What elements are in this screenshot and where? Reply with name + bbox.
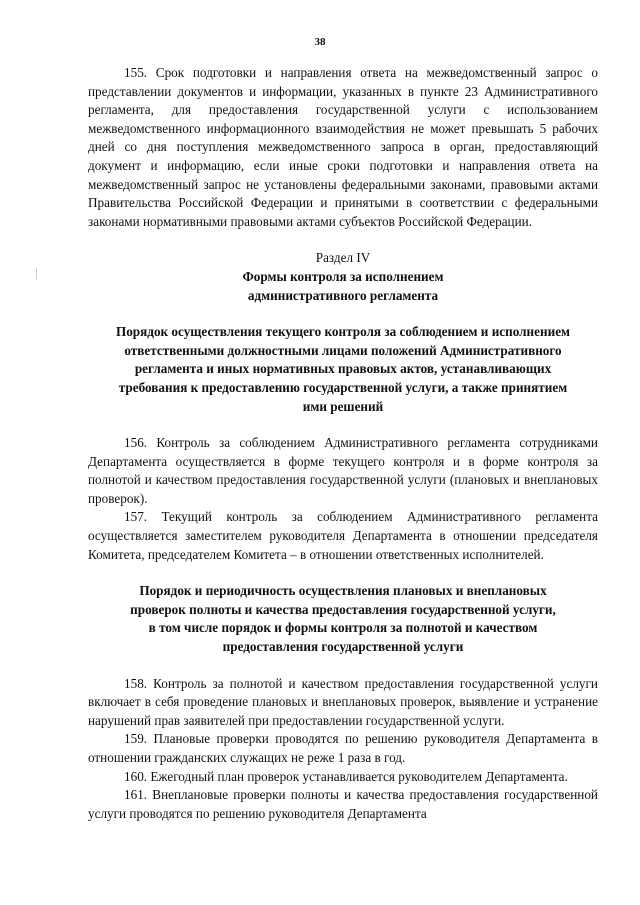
paragraph-159: 159. Плановые проверки проводятся по решению руководителя Департамента в отношении гражданских служащих не реже 1 раза в год. (88, 731, 598, 765)
page-number: 38 (314, 36, 326, 48)
section-label: Раздел IV (315, 250, 371, 266)
subsection-heading-current-control: Порядок осуществления текущего контроля за соблюдением и исполнением ответственными должностными лицами положений Административного регламента и иных нормативных правовых актов, устанавливающих требования к предоставлению государственной услуги, а также принятием ими решений (115, 324, 571, 414)
page-content (88, 64, 598, 823)
paragraph-155: 155. Срок подготовки и направления ответа на межведомственный запрос о представлении документов и информации, указанных в пункте 23 Административного регламента, для предоставления государственной услуги с использованием межведомственного информационного взаимодействия не может превышать 5 рабочих дней со дня поступления межведомственного запроса в орган, предоставляющий документ и информацию, если иные сроки подготовки и направления ответа на межведомственный запрос не установлены федеральными законами, правовыми актами Правительства Российской Федерации и принятыми в соответствии с федеральными законами нормативными правовыми актами субъектов Российской Федерации. (88, 65, 598, 229)
paragraph-157: 157. Текущий контроль за соблюдением Административного регламента осуществляется заместителем руководителя Департамента в отношении председателя Комитета, председателем Комитета – в отношении ответственных исполнителей. (88, 509, 598, 562)
paragraph-158: 158. Контроль за полнотой и качеством предоставления государственной услуги включает в себя проведение плановых и внеплановых проверок, выявление и устранение нарушений прав заявителей при предоставлении государственной услуги. (88, 675, 598, 728)
subsection-heading-inspections: Порядок и периодичность осуществления плановых и внеплановых проверок полноты и качества предоставления государственной услуги, в том числе порядок и формы контроля за полнотой и качеством предоставления государственной услуги (130, 583, 556, 655)
paragraph-156: 156. Контроль за соблюдением Административного регламента сотрудниками Департамента осуществляется в форме текущего контроля и в форме контроля за полнотой и качеством предоставления государственной услуги (плановых и внеплановых проверок). (88, 435, 598, 506)
section-title: Формы контроля за исполнением административного регламента (242, 268, 444, 303)
paragraph-160: 160. Ежегодный план проверок устанавливается руководителем Департамента. (124, 768, 568, 784)
paragraph-161: 161. Внеплановые проверки полноты и качества предоставления государственной услуги проводятся по решению руководителя Департамента (88, 787, 598, 821)
scan-edge-mark (36, 268, 37, 280)
